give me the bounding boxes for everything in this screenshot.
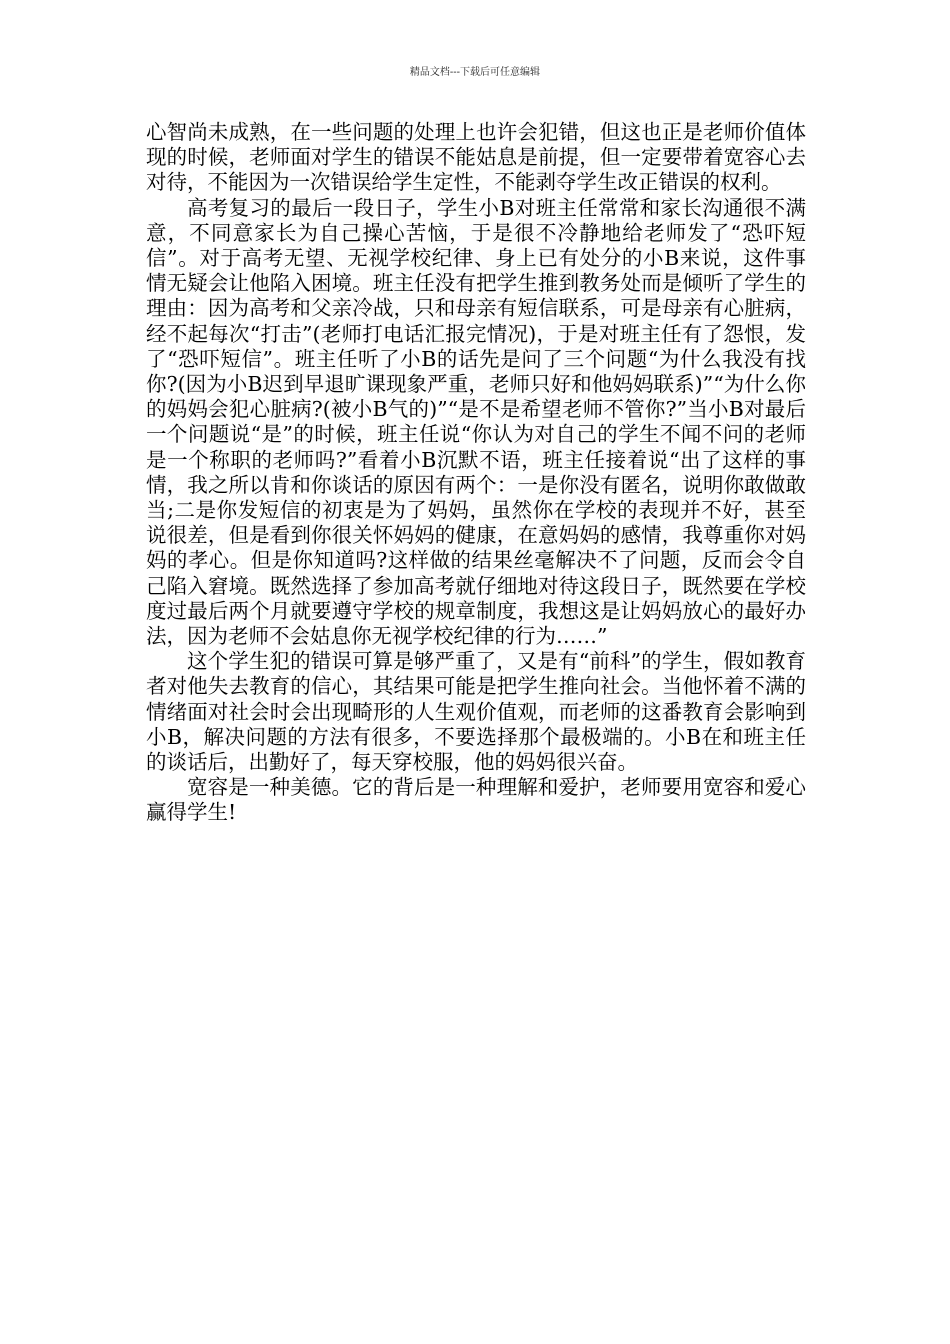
paragraph-continuation: 心智尚未成熟，在一些问题的处理上也许会犯错，但这也正是老师价值体现的时候，老师面对学生的错误不能姑息是前提，但一定要带着宽容心去对待，不能因为一次错误给学生定性，不能剥夺学生改正错误的权利。 (146, 120, 806, 195)
paragraph-conclusion: 宽容是一种美德。它的背后是一种理解和爱护，老师要用宽容和爱心赢得学生! (146, 775, 806, 825)
page-header: 精品文档---下载后可任意编辑 (409, 67, 541, 78)
paragraph-analysis: 这个学生犯的错误可算是够严重了，又是有“前科”的学生，假如教育者对他失去教育的信心，其结果可能是把学生推向社会。当他怀着不满的情绪面对社会时会出现畸形的人生观价值观，而老师的这番教育会影响到小B，解决问题的方法有很多，不要选择那个最极端的。小B在和班主任的谈话后，出勤好了，每天穿校服，他的妈妈很兴奋。 (146, 649, 806, 775)
document-body (146, 120, 806, 826)
paragraph-story: 高考复习的最后一段日子，学生小B对班主任常常和家长沟通很不满意，不同意家长为自己操心苦恼，于是很不冷静地给老师发了“恐吓短信”。对于高考无望、无视学校纪律、身上已有处分的小B来说，这件事情无疑会让他陷入困境。班主任没有把学生推到教务处而是倾听了学生的理由：因为高考和父亲冷战，只和母亲有短信联系，可是母亲有心脏病，经不起每次“打击”(老师打电话汇报完情况)，于是对班主任有了怨恨，发了“恐吓短信”。班主任听了小B的话先是问了三个问题“为什么我没有找你?(因为小B迟到早退旷课现象严重，老师只好和他妈妈联系)”“为什么你的妈妈会犯心脏病?(被小B气的)”“是不是希望老师不管你?”当小B对最后一个问题说“是”的时候，班主任说“你认为对自己的学生不闻不问的老师是一个称职的老师吗?”看着小B沉默不语，班主任接着说“出了这样的事情，我之所以肯和你谈话的原因有两个：一是你没有匿名，说明你敢做敢当;二是你发短信的初衷是为了妈妈，虽然你在学校的表现并不好，甚至说很差，但是看到你很关怀妈妈的健康，在意妈妈的感情，我尊重你对妈妈的孝心。但是你知道吗?这样做的结果丝毫解决不了问题，反而会令自己陷入窘境。既然选择了参加高考就仔细地对待这段日子，既然要在学校度过最后两个月就要遵守学校的规章制度，我想这是让妈妈放心的最好办法，因为老师不会姑息你无视学校纪律的行为……” (146, 195, 806, 649)
